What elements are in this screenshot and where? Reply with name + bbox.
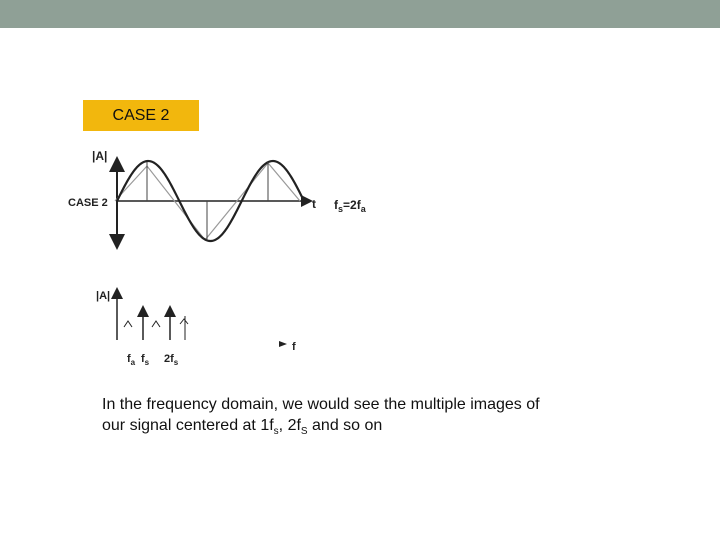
case-label: CASE 2 [112,106,170,124]
sampling-diagram [60,140,400,372]
freq-x-axis-label: f [292,341,296,353]
time-x-axis-label: t [312,197,316,211]
freq-tick-label: $f_a$ [127,353,136,367]
top-bar [0,0,720,28]
sampling-condition: $f_s=2f_a$ [334,198,366,214]
freq-tick-label: $f_s$ [141,353,150,367]
description-line-2: our signal centered at $1f_s$, $2f_S$ and so on [102,417,383,438]
spectrum-hat [152,321,160,327]
description-line-1: In the frequency domain, we would see the multiple images of [102,396,540,413]
freq-y-axis-label: |A| [96,290,111,302]
case-label-box [83,100,199,131]
time-domain-plot [68,149,367,246]
time-y-axis-label: |A| [92,149,108,163]
time-case-label: CASE 2 [68,197,108,209]
frequency-domain-plot [96,290,296,367]
spectrum-hat [180,319,188,324]
description-text [102,394,622,442]
freq-x-axis-arrow [279,341,287,347]
spectrum-hat [124,321,132,327]
freq-tick-label: $2f_s$ [164,353,179,367]
